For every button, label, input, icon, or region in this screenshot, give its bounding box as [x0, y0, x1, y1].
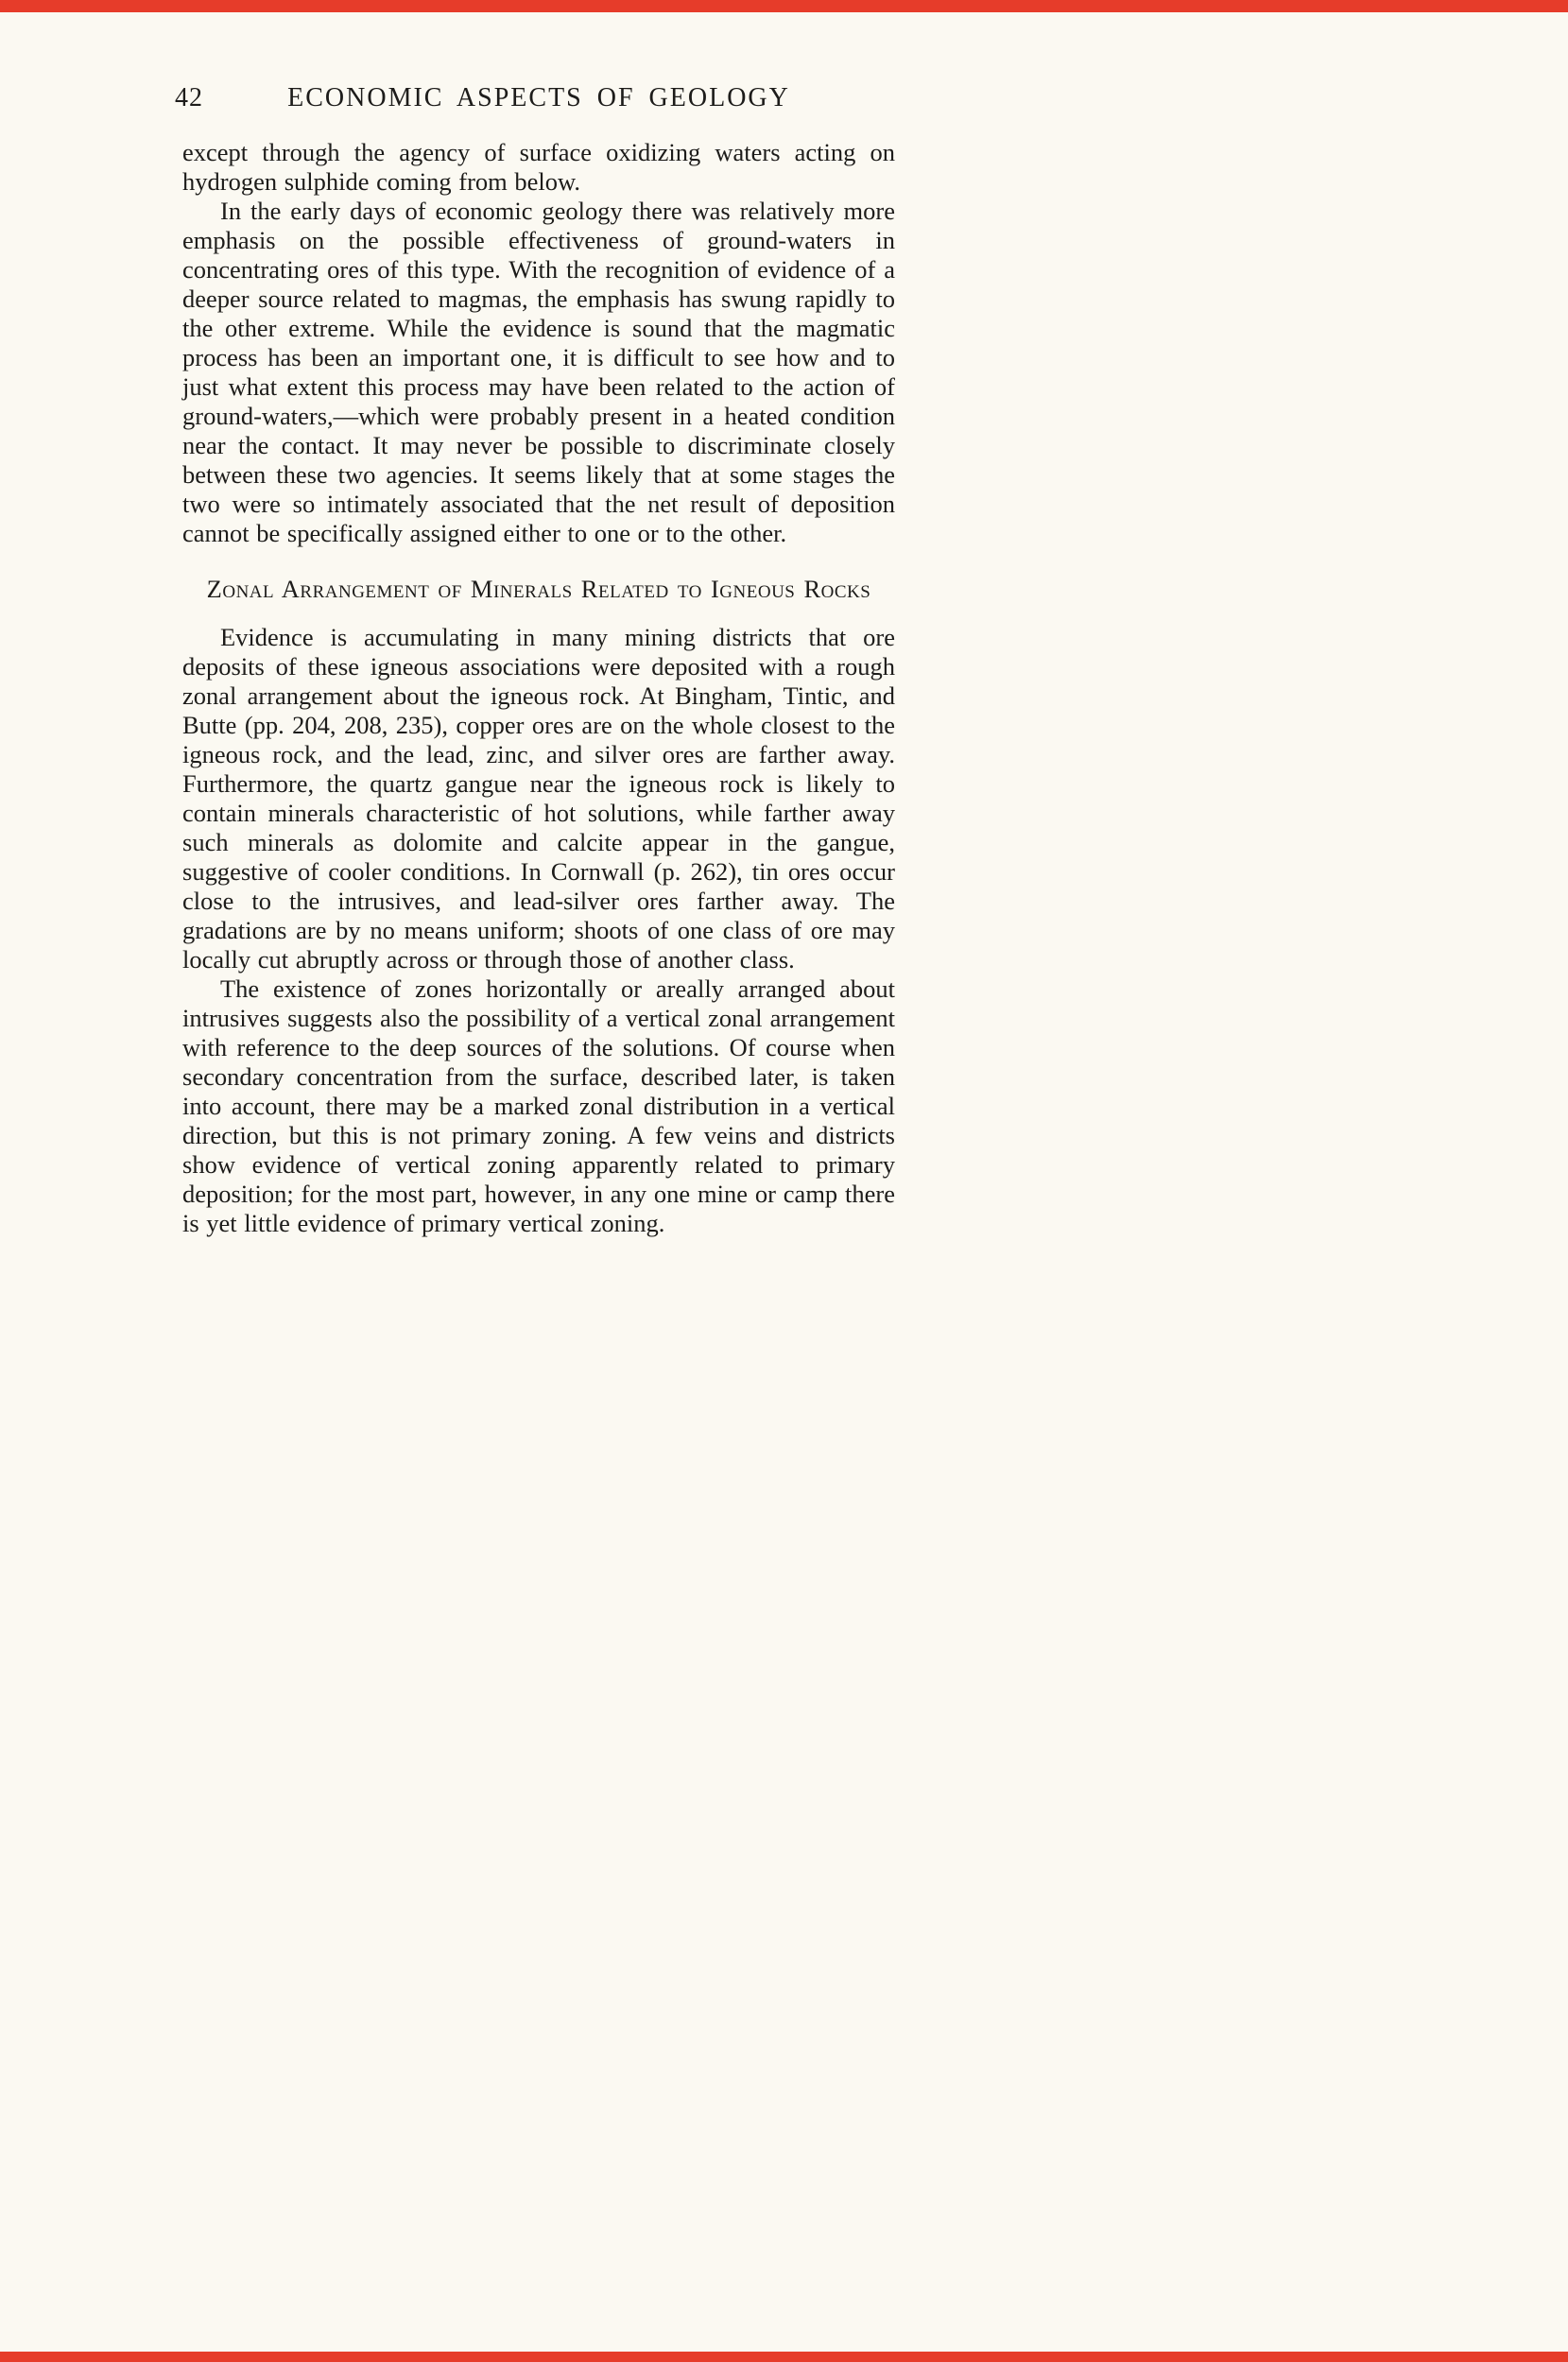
scan-edge-bar-top — [0, 0, 1568, 12]
paragraph-continuation: except through the agency of surface oxidizing waters acting on hydrogen sulphide coming from below. — [182, 138, 895, 196]
page-header — [175, 83, 895, 121]
running-header: ECONOMIC ASPECTS OF GEOLOGY — [287, 83, 790, 112]
page-text-block — [175, 83, 895, 1238]
paragraph-groundwaters: In the early days of economic geology there was relatively more emphasis on the possible effectiveness of ground-waters in concentrating ores of this type. With the recognition of evidence of a deeper source related to magmas, the emphasis has swung rapidly to the other extreme. While the evidence is sound that the magmatic process has been an important one, it is difficult to see how and to just what extent this process may have been related to the action of ground-waters,—which were probably present in a heated condition near the contact. It may never be possible to discriminate closely between these two agencies. It seems likely that at some stages the two were so intimately associated that the net result of deposition cannot be specifically assigned either to one or to the other. — [182, 197, 895, 547]
scan-edge-bar-bottom — [0, 2352, 1568, 2362]
page-number: 42 — [175, 83, 203, 112]
paragraph-vertical-zoning: The existence of zones horizontally or areally arranged about intrusives suggests also the possibility of a vertical zonal arrangement with reference to the deep sources of the solutions. Of course when secondary concentration from the surface, described later, is taken into account, there may be a marked zonal distribution in a vertical direction, but this is not primary zoning. A few veins and districts show evidence of vertical zoning apparently related to primary deposition; for the most part, however, in any one mine or camp there is yet little evidence of primary vertical zoning. — [182, 974, 895, 1237]
paragraph-zonal-arrangement: Evidence is accumulating in many mining districts that ore deposits of these igneous associations were deposited with a rough zonal arrangement about the igneous rock. At Bingham, Tintic, and Butte (pp. 204, 208, 235), copper ores are on the whole closest to the igneous rock, and the lead, zinc, and silver ores are farther away. Furthermore, the quartz gangue near the igneous rock is likely to contain minerals characteristic of hot solutions, while farther away such minerals as dolomite and calcite appear in the gangue, suggestive of cooler conditions. In Cornwall (p. 262), tin ores occur close to the intrusives, and lead-silver ores farther away. The gradations are by no means uniform; shoots of one class of ore may locally cut abruptly across or through those of another class. — [182, 623, 895, 974]
section-heading: Zonal Arrangement of Minerals Related to Igneous Rocks — [206, 575, 871, 603]
